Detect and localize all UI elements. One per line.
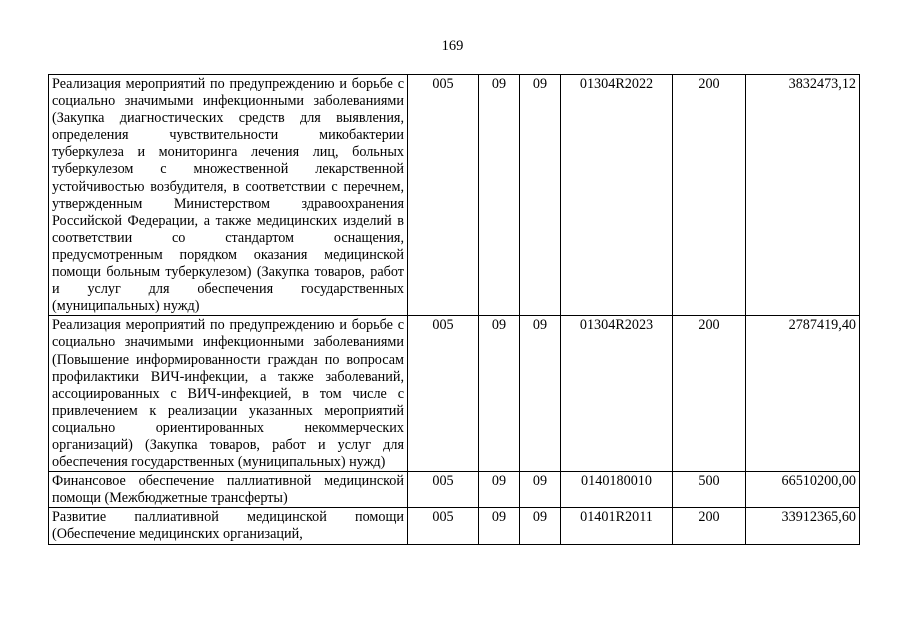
target-article-code: 01401R2011	[561, 508, 673, 544]
row-description: Реализация мероприятий по предупреждению и борьбе с социально значимыми инфекционными заболеваниями (Закупка диагностических средств для выявления, определения чувствительности микобактерии туберкулеза и мониторинга лечения лиц, больных туберкулезом с множественной лекарственной устойчивостью возбудителя, в соответствии с перечнем, утвержденным Министерством здравоохранения Российской Федерации, а также медицинских изделий в соответствии со стандартом оснащения, предусмотренным порядком оказания медицинской помощи больным туберкулезом) (Закупка товаров, работ и услуг для обеспечения государственных (муниципальных) нужд)	[49, 75, 408, 316]
subsection-code: 09	[520, 316, 561, 472]
page-number: 169	[441, 38, 464, 54]
expense-type-code: 200	[673, 316, 746, 472]
amount: 66510200,00	[746, 472, 860, 508]
amount: 33912365,60	[746, 508, 860, 544]
target-article-code: 01304R2023	[561, 316, 673, 472]
section-code: 09	[479, 508, 520, 544]
table-row	[49, 316, 860, 472]
expense-type-code: 200	[673, 75, 746, 316]
section-code: 09	[479, 316, 520, 472]
table-row	[49, 472, 860, 508]
department-code: 005	[408, 472, 479, 508]
target-article-code: 0140180010	[561, 472, 673, 508]
budget-table	[48, 74, 860, 545]
section-code: 09	[479, 75, 520, 316]
target-article-code: 01304R2022	[561, 75, 673, 316]
department-code: 005	[408, 75, 479, 316]
row-description: Развитие паллиативной медицинской помощи (Обеспечение медицинских организаций,	[49, 508, 408, 544]
department-code: 005	[408, 316, 479, 472]
amount: 2787419,40	[746, 316, 860, 472]
row-description: Реализация мероприятий по предупреждению и борьбе с социально значимыми инфекционными заболеваниями (Повышение информированности граждан по вопросам профилактики ВИЧ-инфекции, а также заболеваний, ассоциированных с ВИЧ-инфекцией, в том числе с привлечением к реализации указанных мероприятий социально ориентированных некоммерческих организаций) (Закупка товаров, работ и услуг для обеспечения государственных (муниципальных) нужд)	[49, 316, 408, 472]
table-row	[49, 75, 860, 316]
subsection-code: 09	[520, 472, 561, 508]
expense-type-code: 200	[673, 508, 746, 544]
expense-type-code: 500	[673, 472, 746, 508]
department-code: 005	[408, 508, 479, 544]
amount: 3832473,12	[746, 75, 860, 316]
subsection-code: 09	[520, 508, 561, 544]
section-code: 09	[479, 472, 520, 508]
row-description: Финансовое обеспечение паллиативной медицинской помощи (Межбюджетные трансферты)	[49, 472, 408, 508]
subsection-code: 09	[520, 75, 561, 316]
table-row	[49, 508, 860, 544]
